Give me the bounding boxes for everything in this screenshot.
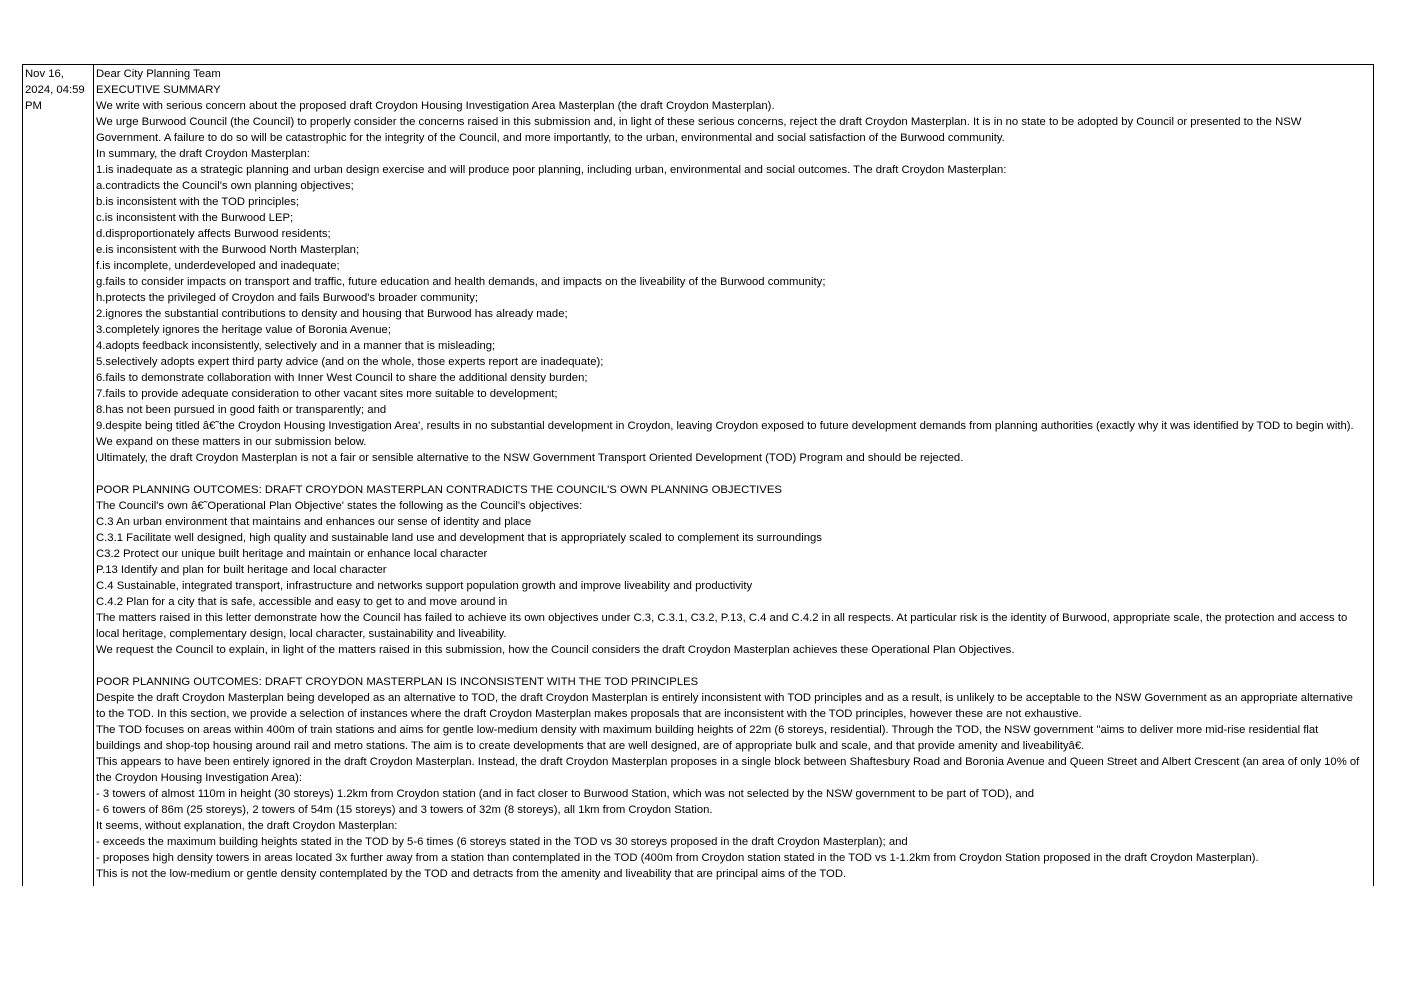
text-line — [96, 658, 1373, 674]
text-line: 2.ignores the substantial contributions to density and housing that Burwood has already made; — [96, 308, 568, 320]
text-line: The TOD focuses on areas within 400m of train stations and aims for gentle low-medium density with maximum building heights of 22m (6 storeys, residential). Through the TOD, the NSW government "aims to deliver more mid-rise residential flat — [96, 724, 1319, 736]
text-line: We expand on these matters in our submission below. — [96, 436, 367, 448]
text-line: 8.has not been pursued in good faith or transparently; and — [96, 404, 387, 416]
text-line: C.4 Sustainable, integrated transport, infrastructure and networks support population growth and improve liveability and productivity — [96, 580, 753, 592]
text-line: 6.fails to demonstrate collaboration with Inner West Council to share the additional density burden; — [96, 372, 588, 384]
text-line: Despite the draft Croydon Masterplan being developed as an alternative to TOD, the draft Croydon Masterplan is entirely inconsistent with TOD principles and as a result, is unlikely to be acceptable to the NSW Government as an appropriate alternative — [96, 692, 1353, 704]
text-line: It seems, without explanation, the draft Croydon Masterplan: — [96, 820, 398, 832]
submission-text-cell — [96, 66, 1373, 882]
text-line: 3.completely ignores the heritage value of Boronia Avenue; — [96, 324, 391, 336]
date-cell — [23, 65, 94, 886]
text-line: 7.fails to provide adequate consideration to other vacant sites more suitable to development; — [96, 388, 558, 400]
date-line: PM — [25, 100, 42, 112]
text-line: f.is incomplete, underdeveloped and inadequate; — [96, 260, 340, 272]
text-line: e.is inconsistent with the Burwood North Masterplan; — [96, 244, 360, 256]
text-line: the Croydon Housing Investigation Area): — [96, 772, 302, 784]
text-line: Ultimately, the draft Croydon Masterplan is not a fair or sensible alternative to the NSW Government Transport Oriented Development (TOD) Program and should be rejected. — [96, 452, 964, 464]
text-line: g.fails to consider impacts on transport and traffic, future education and health demands, and impacts on the liveability of the Burwood community; — [96, 276, 826, 288]
text-line: d.disproportionately affects Burwood residents; — [96, 228, 331, 240]
text-line: POOR PLANNING OUTCOMES: DRAFT CROYDON MASTERPLAN CONTRADICTS THE COUNCIL'S OWN PLANNING OBJECTIVES — [96, 484, 782, 496]
text-line: We urge Burwood Council (the Council) to properly consider the concerns raised in this submission and, in light of these serious concerns, reject the draft Croydon Masterplan. It is in no state to be adopted by Council or presented to the NSW — [96, 116, 1302, 128]
text-line: POOR PLANNING OUTCOMES: DRAFT CROYDON MASTERPLAN IS INCONSISTENT WITH THE TOD PRINCIPLES — [96, 676, 699, 688]
text-line: We request the Council to explain, in light of the matters raised in this submission, how the Council considers the draft Croydon Masterplan achieves these Operational Plan Objectives. — [96, 644, 1015, 656]
text-line: h.protects the privileged of Croydon and fails Burwood's broader community; — [96, 292, 479, 304]
text-line: C.3 An urban environment that maintains and enhances our sense of identity and place — [96, 516, 532, 528]
text-line: 5.selectively adopts expert third party advice (and on the whole, those experts report are inadequate); — [96, 356, 604, 368]
text-line: - 3 towers of almost 110m in height (30 storeys) 1.2km from Croydon station (and in fact closer to Burwood Station, which was not selected by the NSW government to be part of TOD), and — [96, 788, 1035, 800]
text-line: P.13 Identify and plan for built heritage and local character — [96, 564, 387, 576]
text-line: buildings and shop-top housing around rail and metro stations. The aim is to create developments that are well designed, are of appropriate bulk and scale, and that provide amenity and liveabilityâ€. — [96, 740, 1085, 752]
text-line: 4.adopts feedback inconsistently, selectively and in a manner that is misleading; — [96, 340, 496, 352]
text-line: c.is inconsistent with the Burwood LEP; — [96, 212, 294, 224]
text-line: Government. A failure to do so will be catastrophic for the integrity of the Council, and more importantly, to the urban, environmental and social satisfaction of the Burwood community. — [96, 132, 1005, 144]
text-line: The Council's own â€˜Operational Plan Objective' states the following as the Council's objectives: — [96, 500, 583, 512]
text-line — [96, 466, 1373, 482]
text-line: - proposes high density towers in areas located 3x further away from a station than contemplated in the TOD (400m from Croydon station stated in the TOD vs 1-1.2km from Croydon Station proposed in the draft Croydon Masterplan). — [96, 852, 1259, 864]
text-line: b.is inconsistent with the TOD principles; — [96, 196, 300, 208]
text-line: C.3.1 Facilitate well designed, high quality and sustainable land use and development that is appropriately scaled to complement its surroundings — [96, 532, 822, 544]
text-line: 9.despite being titled â€˜the Croydon Housing Investigation Area', results in no substantial development in Croydon, leaving Croydon exposed to future development demands from planning authorities (exactly why it was identified by TOD to begin with). — [96, 420, 1354, 432]
text-line: The matters raised in this letter demonstrate how the Council has failed to achieve its own objectives under C.3, C.3.1, C3.2, P.13, C.4 and C.4.2 in all respects. At particular risk is the identity of Burwood, appropriate scale, the protection and access to — [96, 612, 1348, 624]
text-line: - 6 towers of 86m (25 storeys), 2 towers of 54m (15 storeys) and 3 towers of 32m (8 storeys), all 1km from Croydon Station. — [96, 804, 713, 816]
text-line: C3.2 Protect our unique built heritage and maintain or enhance local character — [96, 548, 488, 560]
submission-table — [22, 64, 1374, 886]
text-line: a.contradicts the Council's own planning objectives; — [96, 180, 354, 192]
text-line: This appears to have been entirely ignored in the draft Croydon Masterplan. Instead, the draft Croydon Masterplan proposes in a single block between Shaftesbury Road and Boronia Avenue and Queen Street and Albert Crescent (an area of only 10% of — [96, 756, 1360, 768]
text-line: local heritage, complementary design, local character, sustainability and liveability. — [96, 628, 507, 640]
text-line: EXECUTIVE SUMMARY — [96, 84, 221, 96]
text-line: 1.is inadequate as a strategic planning and urban design exercise and will produce poor planning, including urban, environmental and social outcomes. The draft Croydon Masterplan: — [96, 164, 1007, 176]
date-line: Nov 16, — [25, 68, 64, 80]
text-line: Dear City Planning Team — [96, 68, 221, 80]
date-line: 2024, 04:59 — [25, 84, 85, 96]
text-line: In summary, the draft Croydon Masterplan: — [96, 148, 310, 160]
text-line: - exceeds the maximum building heights stated in the TOD by 5-6 times (6 storeys stated in the TOD vs 30 storeys proposed in the draft Croydon Masterplan); and — [96, 836, 908, 848]
text-line: We write with serious concern about the proposed draft Croydon Housing Investigation Area Masterplan (the draft Croydon Masterplan). — [96, 100, 775, 112]
text-line: This is not the low-medium or gentle density contemplated by the TOD and detracts from the amenity and liveability that are principal aims of the TOD. — [96, 868, 847, 880]
text-line: to the TOD. In this section, we provide a selection of instances where the draft Croydon Masterplan makes proposals that are inconsistent with the TOD principles, however these are not exhaustive. — [96, 708, 1082, 720]
text-line: C.4.2 Plan for a city that is safe, accessible and easy to get to and move around in — [96, 596, 508, 608]
